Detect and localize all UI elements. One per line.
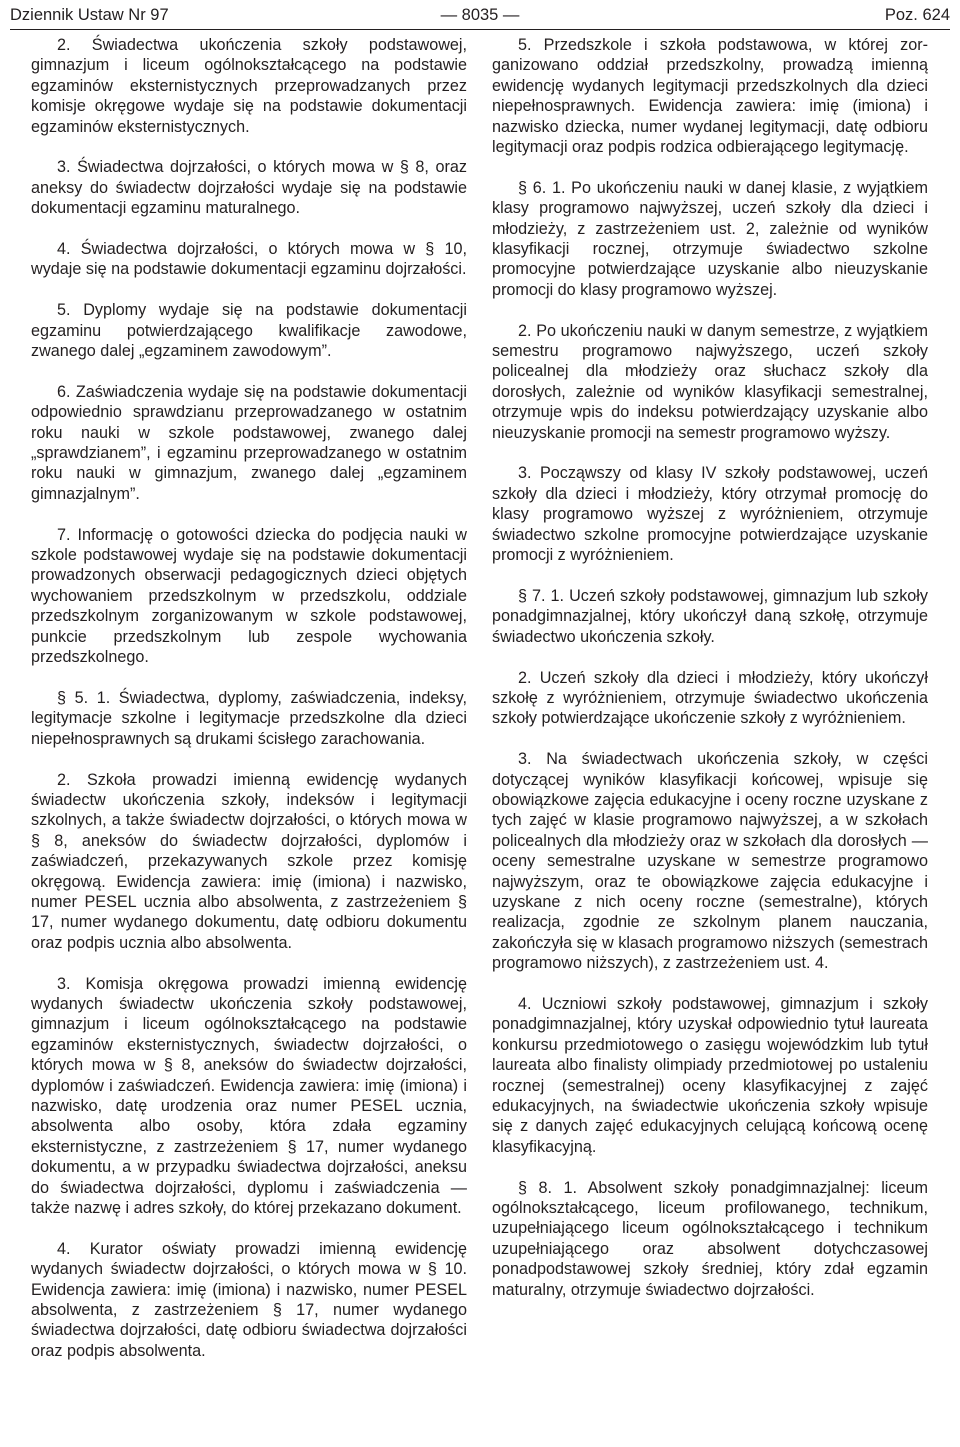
paragraph: 3. Komisja okręgowa prowadzi imienną ewidencję wydanych świadectw ukończenia szkoły podstawowej, gimnazjum i liceum ogólnokształcącego na podstawie egzaminów eksternistycznych, świadectw dojrzałości, o których mowa w § 8, aneksów do świadectw dojrzałości, dyplomów i zaświadczeń. Ewidencja zawiera: imię (imiona) i nazwisko, datę urodzenia oraz numer PESEL ucznia, absolwenta albo osoby, która zdała egzaminy eksternistyczne, z zastrzeżeniem § 17, numer wydanego dokumentu, a w przypadku świadectwa dojrzałości, aneksu do świadectwa dojrzałości, dyplomu i zaświadczenia — także nazwę i adres szkoły, do której przekazano dokument. [31,974,467,1218]
paragraph: 6. Zaświadczenia wydaje się na podstawie dokumentacji odpowiednio sprawdzianu przeprowadzanego w ostatnim roku nauki w szkole podstawowej, zwanego dalej „sprawdzianem”, i egzaminu przeprowadzanego w ostatnim roku nauki w gimnazjum, zwanego dalej „egzaminem gimnazjalnym”. [31,382,467,503]
paragraph: 3. Świadectwa dojrzałości, o których mowa w § 8, oraz aneksy do świadectw dojrzałości wydaje się na podstawie dokumentacji egzaminu maturalnego. [31,158,467,218]
paragraph: 4. Świadectwa dojrzałości, o których mowa w § 10, wydaje się na podstawie dokumentacji egzaminu dojrzałości. [31,240,467,279]
header-divider [10,29,950,30]
paragraph: 3. Na świadectwach ukończenia szkoły, w części dotyczącej wyników klasyfikacji końcowej, wpisuje się obowiązkowe zajęcia edukacyjne i oceny roczne uzyskane z tych zajęć w klasie programowo najwyższej, a w szkołach policealnych dla młodzieży oraz w szkołach dla dorosłych — oceny semestralne uzyskane w semestrze programowo najwyższym, oraz te obowiązkowe zajęcia edukacyjne i uzyskane z nich oceny roczne (semestralne), których realizacja, zgodnie ze szkolnym planem nauczania, zakończyła się w klasach programowo niższych (semestrach programowo niższych), z zastrzeżeniem ust. 4. [492,750,928,973]
paragraph: 4. Kurator oświaty prowadzi imienną ewidencję wydanych świadectw dojrzałości, o których mowa w § 10. Ewidencja zawiera: imię (imiona) i nazwisko, numer PESEL absolwenta, z zastrzeżeniem § 17, numer wydanego świadectwa dojrzałości, datę odbioru świadectwa dojrzałości oraz podpis absolwenta. [31,1239,467,1360]
right-column [492,35,928,1300]
page-header [10,4,950,26]
paragraph: § 5. 1. Świadectwa, dyplomy, zaświadczenia, indeksy, legitymacje szkolne i legitymacje przedszkolne dla dzieci niepełnosprawnych są drukami ścisłego zarachowania. [31,688,467,748]
position-number: Poz. 624 [884,6,950,24]
paragraph: 2. Uczeń szkoły dla dzieci i młodzieży, który ukończył szkołę z wyróżnieniem, otrzymuje świadectwo ukończenia szkoły potwierdzające ukończenie szkoły z wyróżnieniem. [492,668,928,728]
journal-title: Dziennik Ustaw Nr 97 [10,6,169,24]
paragraph: 7. Informację o gotowości dziecka do podjęcia nauki w szkole podstawowej wydaje się na podstawie dokumentacji prowadzonych obserwacji pedagogicznych dzieci objętych wychowaniem przedszkolnym w przedszkolu, oddziale przedszkolnym zorganizowanym w szkole podstawowej, punkcie przedszkolnym lub zespole wychowania przedszkolnego. [31,525,467,667]
paragraph: § 8. 1. Absolwent szkoły ponadgimnazjalnej: liceum ogólnokształcącego, liceum profilowanego, technikum, uzupełniającego liceum ogólnokształcącego i technikum uzupełniającego oraz absolwent dotychczasowej ponadpodstawowej szkoły średniej, który zdał egzamin maturalny, otrzymuje świadectwo dojrzałości. [492,1178,928,1299]
paragraph: 2. Po ukończeniu nauki w danym semestrze, z wyjątkiem semestru programowo najwyższego, uczeń szkoły policealnej dla młodzieży oraz słuchacz szkoły dla dorosłych, zależnie od wyników klasyfikacji semestralnej, otrzymuje wpis do indeksu potwierdzający uzyskanie albo nieuzyskanie promocji na semestr programowo wyższy. [492,321,928,442]
page-number: — 8035 — [440,6,520,24]
paragraph: 4. Uczniowi szkoły podstawowej, gimnazjum i szkoły ponadgimnazjalnej, który uzyskał odpowiednio tytuł laureata konkursu przedmiotowego o zasięgu wojewódzkim lub tytuł laureata albo finalisty olimpiady przedmiotowej po ustaleniu rocznej (semestralnej) oceny klasyfikacyjnej z zajęć edukacyjnych, na świadectwie ukończenia szkoły wpisuje się z danych zajęć edukacyjnych celującą końcową ocenę klasyfikacyjną. [492,994,928,1156]
paragraph: 3. Począwszy od klasy IV szkoły podstawowej, uczeń szkoły dla dzieci i młodzieży, który otrzymał promocję do klasy programowo wyższej z wyróżnieniem, otrzymuje świadectwo szkolne promocyjne potwierdzające uzyskanie promocji z wyróżnieniem. [492,464,928,565]
paragraph: 5. Przedszkole i szkoła podstawowa, w której zorganizowano oddział przedszkolny, prowadzą imienną ewidencję wydanych legitymacji przedszkolnych dla dzieci niepełnosprawnych. Ewidencja zawiera: imię (imiona) i nazwisko dziecka, numer wydanej legitymacji, datę odbioru legitymacji oraz podpis rodzica odbierającego legitymację. [492,36,928,157]
paragraph: § 7. 1. Uczeń szkoły podstawowej, gimnazjum lub szkoły ponadgimnazjalnej, który ukończył daną szkołę, otrzymuje świadectwo ukończenia szkoły. [492,586,928,646]
paragraph: 2. Szkoła prowadzi imienną ewidencję wydanych świadectw ukończenia szkoły, indeksów i legitymacji szkolnych, a także świadectw dojrzałości, o których mowa w § 8, aneksów do świadectw dojrzałości, dyplomów i zaświadczeń, przekazywanych szkole przez komisję okręgową. Ewidencja zawiera: imię (imiona) i nazwisko, numer PESEL ucznia albo absolwenta, z zastrzeżeniem § 17, numer wydanego dokumentu, datę odbioru dokumentu oraz podpis ucznia albo absolwenta. [31,770,467,952]
paragraph: 5. Dyplomy wydaje się na podstawie dokumentacji egzaminu potwierdzającego kwalifikacje zawodowe, zwanego dalej „egzaminem zawodowym”. [31,301,467,361]
paragraph: § 6. 1. Po ukończeniu nauki w danej klasie, z wyjątkiem klasy programowo najwyższej, uczeń szkoły dla dzieci i młodzieży, z zastrzeżeniem ust. 2, zależnie od wyników klasyfikacji rocznej, otrzymuje świadectwo szkolne promocyjne potwierdzające uzyskanie albo nieuzyskanie promocji do klasy programowo wyższej. [492,178,928,299]
paragraph: 2. Świadectwa ukończenia szkoły podstawowej, gimnazjum i liceum ogólnokształcącego na podstawie egzaminów eksternistycznych przeprowadzanych przez komisje okręgowe wydaje się na podstawie dokumentacji egzaminów eksternistycznych. [31,36,467,136]
left-column [31,35,467,1361]
